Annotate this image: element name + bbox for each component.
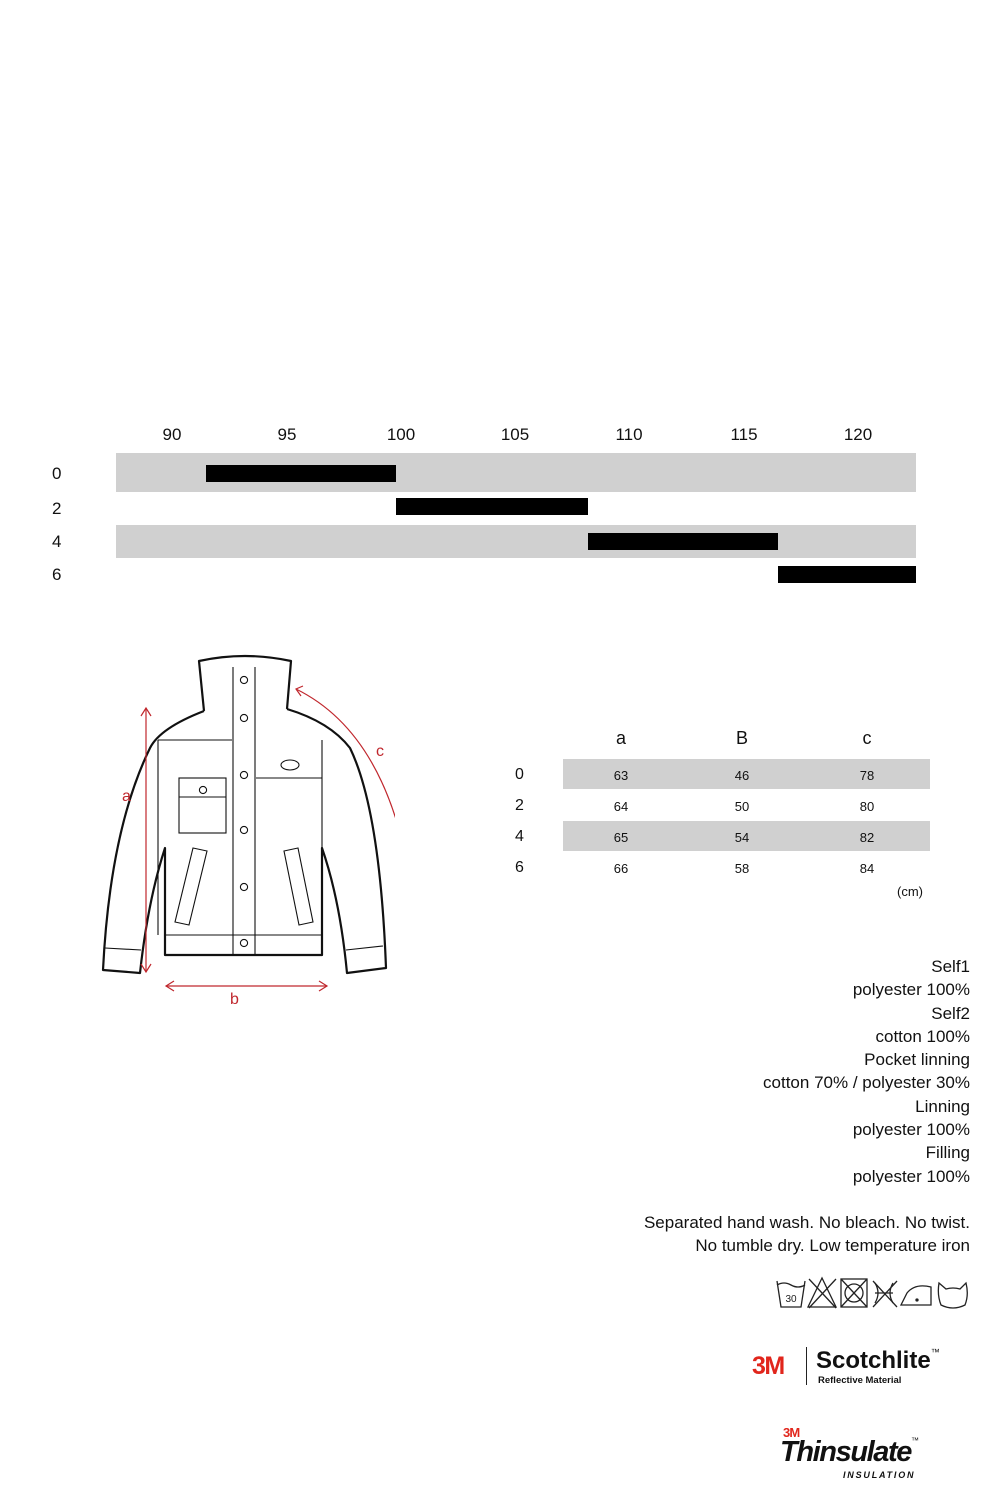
care-instructions bbox=[644, 1211, 970, 1258]
cell-c: 82 bbox=[859, 830, 875, 845]
size-range-bar bbox=[588, 533, 778, 550]
cell-a: 63 bbox=[613, 768, 629, 783]
label-b: b bbox=[230, 991, 239, 1008]
cell-c: 78 bbox=[859, 768, 875, 783]
cell-a: 66 bbox=[613, 861, 629, 876]
3m-brand-small: 3M bbox=[783, 1425, 800, 1440]
size-range-bar bbox=[778, 566, 916, 583]
wash-temp-label: 30 bbox=[785, 1294, 797, 1305]
care-line: No tumble dry. Low temperature iron bbox=[695, 1236, 970, 1256]
material-line: polyester 100% bbox=[852, 1166, 970, 1186]
size-range-bar bbox=[206, 465, 396, 482]
size-label: 0 bbox=[515, 766, 524, 783]
scotchlite-logo bbox=[750, 1345, 960, 1390]
3m-brand: 3M bbox=[752, 1352, 784, 1380]
size-row-label: 4 bbox=[52, 532, 62, 551]
dry-flat-icon bbox=[938, 1283, 967, 1308]
col-header-a: a bbox=[615, 728, 626, 748]
material-line: polyester 100% bbox=[852, 980, 970, 1000]
scotchlite-name: Scotchlite™ bbox=[816, 1347, 940, 1374]
hand-wash-30-icon bbox=[777, 1281, 805, 1307]
care-line: Separated hand wash. No bleach. No twist. bbox=[643, 1213, 970, 1232]
x-tick-label: 115 bbox=[730, 425, 758, 444]
cell-b: 50 bbox=[734, 799, 750, 814]
material-line: cotton 70% / polyester 30% bbox=[763, 1073, 970, 1093]
cell-c: 80 bbox=[859, 799, 875, 814]
x-tick-label: 120 bbox=[843, 425, 873, 444]
thinsulate-subtitle: INSULATION bbox=[843, 1470, 916, 1480]
material-line: cotton 100% bbox=[875, 1026, 970, 1046]
label-c: c bbox=[376, 743, 384, 760]
col-header-c: c bbox=[862, 728, 872, 748]
material-line: Self1 bbox=[931, 957, 970, 976]
row-band bbox=[116, 525, 916, 558]
x-tick-label: 105 bbox=[500, 425, 530, 444]
x-tick-label: 110 bbox=[615, 425, 643, 444]
col-header-b: B bbox=[735, 728, 748, 748]
size-row-label: 2 bbox=[52, 499, 62, 518]
material-line: polyester 100% bbox=[852, 1120, 970, 1140]
material-line: Pocket linning bbox=[864, 1050, 970, 1070]
x-tick-label: 100 bbox=[386, 425, 416, 444]
size-label: 4 bbox=[515, 828, 524, 845]
size-row-label: 0 bbox=[52, 464, 62, 483]
logo-divider bbox=[806, 1347, 807, 1385]
thinsulate-name: Thinsulate™ bbox=[780, 1436, 920, 1468]
size-label: 2 bbox=[515, 797, 524, 814]
scotchlite-subtitle: Reflective Material bbox=[818, 1375, 902, 1386]
cell-a: 65 bbox=[613, 830, 629, 845]
unit-label: (cm) bbox=[897, 884, 923, 899]
no-twist-icon bbox=[873, 1281, 897, 1307]
thinsulate-logo bbox=[780, 1425, 930, 1485]
materials-list bbox=[763, 955, 970, 1188]
x-tick-label: 90 bbox=[162, 425, 182, 444]
size-row-label: 6 bbox=[52, 565, 62, 584]
cell-b: 46 bbox=[734, 768, 750, 783]
no-bleach-icon bbox=[808, 1278, 836, 1308]
cell-a: 64 bbox=[613, 799, 629, 814]
low-iron-icon bbox=[901, 1286, 931, 1305]
label-a: a bbox=[122, 788, 131, 805]
x-tick-label: 95 bbox=[277, 425, 297, 444]
material-line: Self2 bbox=[931, 1003, 970, 1023]
no-tumble-dry-icon bbox=[841, 1279, 867, 1307]
material-line: Linning bbox=[915, 1096, 970, 1116]
material-line: Filling bbox=[925, 1143, 970, 1163]
cell-b: 54 bbox=[734, 830, 750, 845]
size-label: 6 bbox=[515, 859, 524, 876]
cell-c: 84 bbox=[859, 861, 875, 876]
size-range-bar bbox=[396, 498, 588, 515]
cell-b: 58 bbox=[734, 861, 750, 876]
care-icons bbox=[775, 1275, 970, 1311]
jacket-diagram bbox=[95, 650, 395, 1020]
